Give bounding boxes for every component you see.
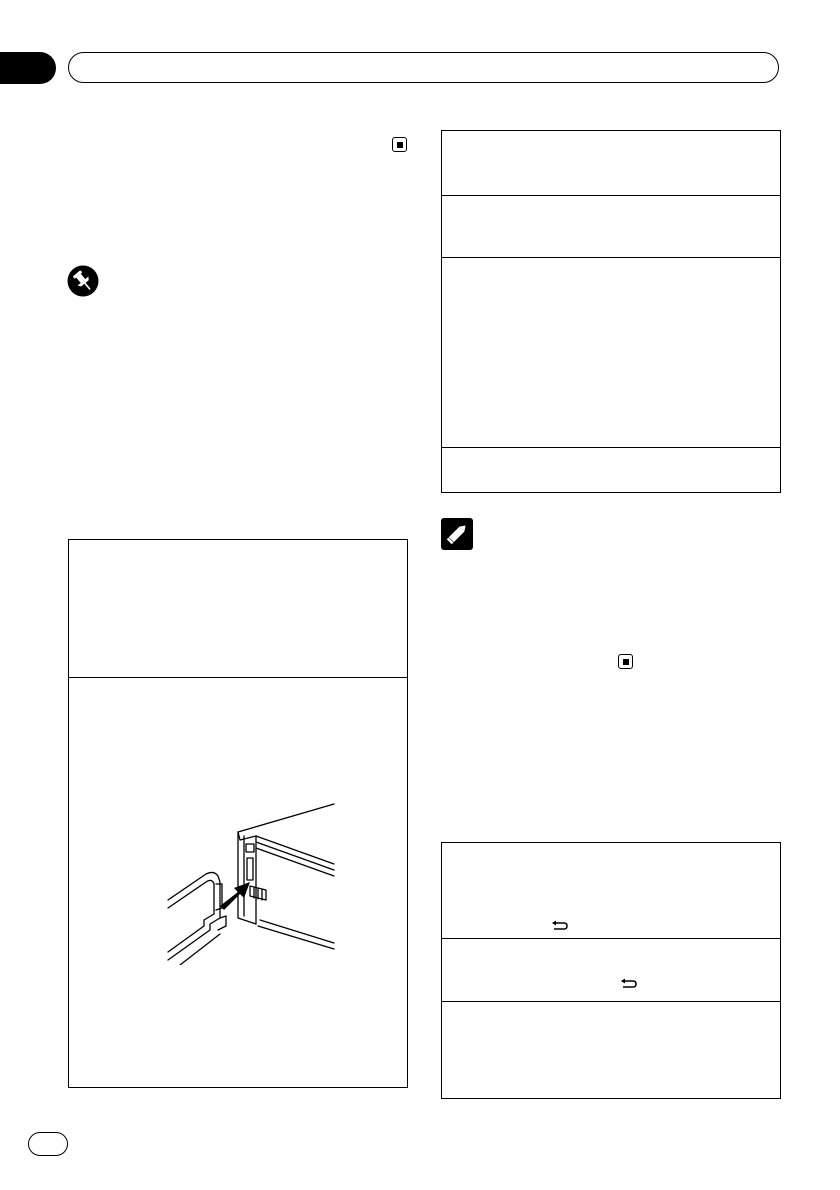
instruction-table-right-bottom (441, 842, 781, 1099)
section-tab (0, 52, 56, 84)
table-row-divider (442, 1001, 780, 1002)
instruction-table-right-top (441, 130, 781, 493)
front-panel-illustration (160, 800, 340, 965)
page-number-pill (28, 1132, 68, 1156)
table-row-divider (442, 195, 780, 196)
table-row-divider (442, 447, 780, 448)
section-header-bar (68, 52, 779, 83)
table-row-divider (442, 257, 780, 258)
table-row-divider (442, 938, 780, 939)
stop-square-icon (618, 654, 633, 669)
stop-square-icon (392, 137, 407, 152)
return-arrow-icon (620, 978, 638, 988)
return-arrow-icon (551, 920, 569, 930)
pencil-note-icon (441, 518, 473, 550)
pushpin-important-icon (67, 265, 99, 297)
table-row-divider (69, 677, 407, 678)
